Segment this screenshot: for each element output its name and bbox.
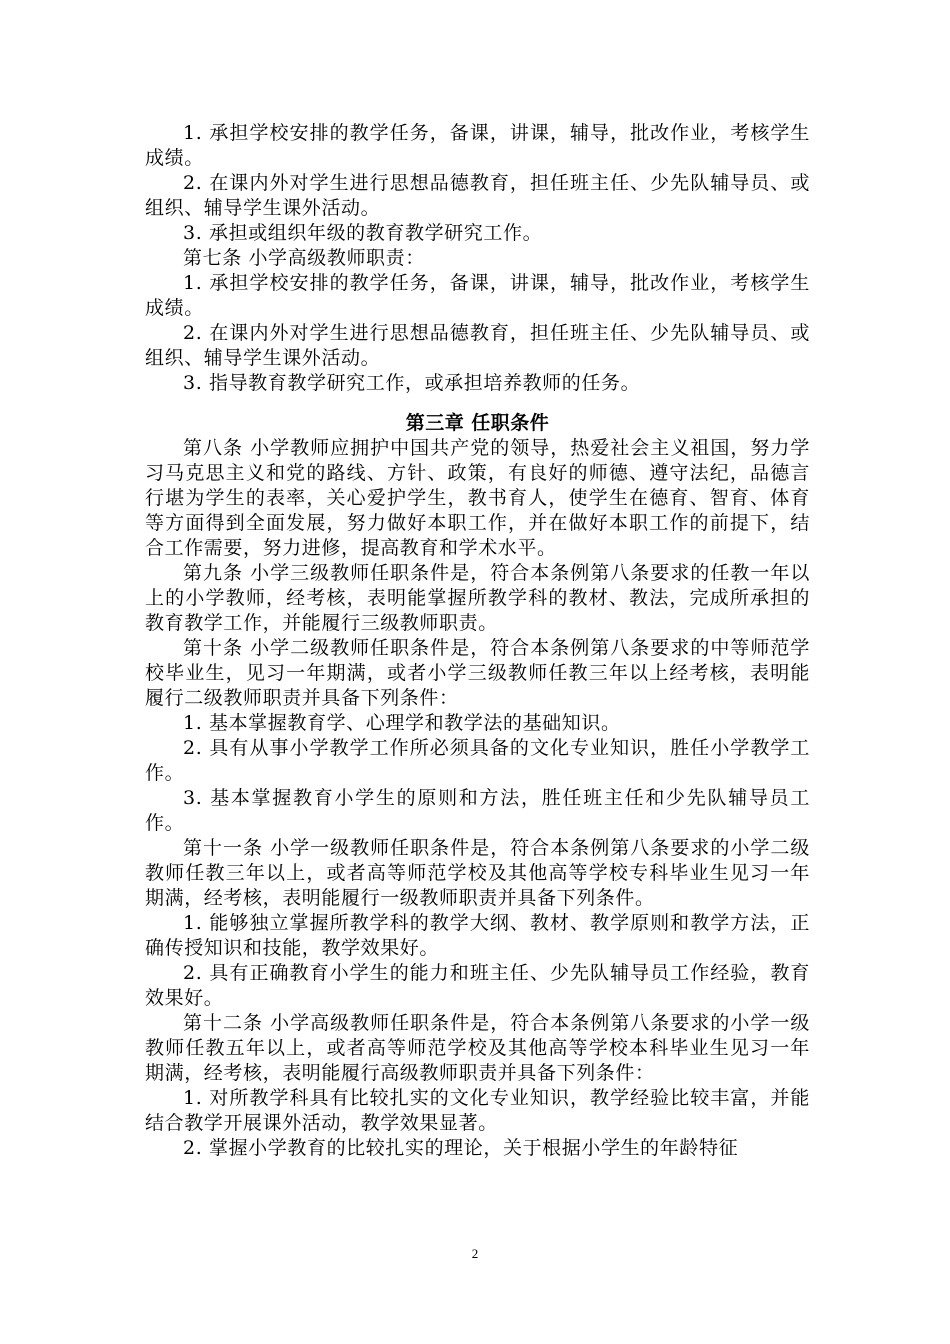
article-paragraph: 第八条 小学教师应拥护中国共产党的领导，热爱社会主义祖国，努力学习马克思主义和党的路线、方针、政策，有良好的师德、遵守法纪，品德言行堪为学生的表率，关心爱护学生，教书育人，使学生在德育、智育、体育等方面得到全面发展，努力做好本职工作，并在做好本职工作的前提下，结合工作需要，努力进修，提高教育和学术水平。 (145, 437, 810, 559)
paragraph: 1. 承担学校安排的教学任务，备课，讲课，辅导，批改作业，考核学生成绩。 (145, 122, 810, 169)
paragraph: 3. 承担或组织年级的教育教学研究工作。 (183, 222, 543, 244)
list-item: 1. 能够独立掌握所教学科的教学大纲、教材、教学原则和教学方法，正确传授知识和技能，教学效果好。 (145, 912, 810, 959)
paragraph: 3. 指导教育教学研究工作，或承担培养教师的任务。 (183, 372, 641, 394)
chapter-title: 第三章 任职条件 (405, 412, 550, 434)
list-item: 3. 基本掌握教育小学生的原则和方法，胜任班主任和少先队辅导员工作。 (145, 787, 810, 834)
document-body (145, 121, 810, 1161)
list-item: 1. 对所教学科具有比较扎实的文化专业知识，教学经验比较丰富，并能结合教学开展课外活动，教学效果显著。 (145, 1087, 810, 1134)
article-paragraph: 第九条 小学三级教师任职条件是，符合本条例第八条要求的任教一年以上的小学教师，经考核，表明能掌握所教学科的教材、教法，完成所承担的教育教学工作，并能履行三级教师职责。 (145, 562, 810, 634)
list-item: 2. 掌握小学教育的比较扎实的理论，关于根据小学生的年龄特征 (183, 1137, 739, 1159)
paragraph: 1. 承担学校安排的教学任务，备课，讲课，辅导，批改作业，考核学生成绩。 (145, 272, 810, 319)
article-heading: 第七条 小学高级教师职责： (183, 247, 425, 269)
list-item: 2. 具有正确教育小学生的能力和班主任、少先队辅导员工作经验，教育效果好。 (145, 962, 810, 1009)
list-item: 2. 具有从事小学教学工作所必须具备的文化专业知识，胜任小学教学工作。 (145, 737, 810, 784)
article-paragraph: 第十条 小学二级教师任职条件是，符合本条例第八条要求的中等师范学校毕业生，见习一年期满，或者小学三级教师任教三年以上经考核，表明能履行二级教师职责并具备下列条件： (145, 637, 810, 709)
page-number: 2 (471, 1246, 479, 1261)
article-paragraph: 第十二条 小学高级教师任职条件是，符合本条例第八条要求的小学一级教师任教五年以上，或者高等师范学校及其他高等学校本科毕业生见习一年期满，经考核，表明能履行高级教师职责并具备下列条件： (145, 1012, 810, 1084)
paragraph: 2. 在课内外对学生进行思想品德教育，担任班主任、少先队辅导员、或组织、辅导学生课外活动。 (145, 322, 810, 369)
article-paragraph: 第十一条 小学一级教师任职条件是，符合本条例第八条要求的小学二级教师任教三年以上，或者高等师范学校及其他高等学校专科毕业生见习一年期满，经考核，表明能履行一级教师职责并具备下列条件。 (145, 837, 810, 909)
paragraph: 2. 在课内外对学生进行思想品德教育，担任班主任、少先队辅导员、或组织、辅导学生课外活动。 (145, 172, 810, 219)
list-item: 1. 基本掌握教育学、心理学和教学法的基础知识。 (183, 712, 621, 734)
